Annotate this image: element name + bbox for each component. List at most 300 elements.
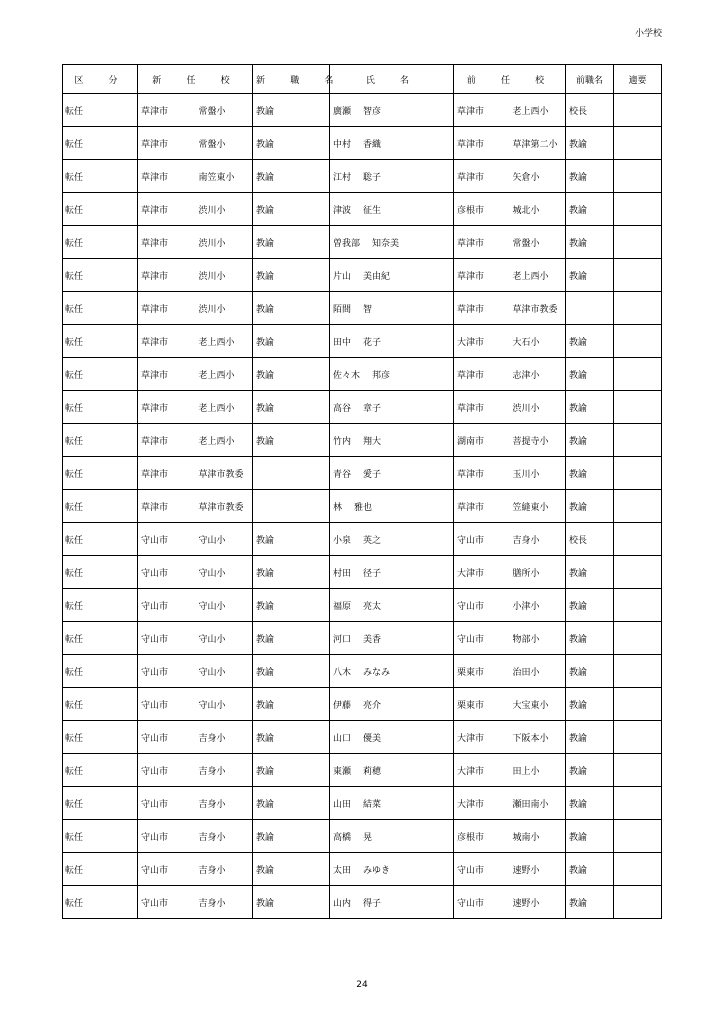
- new-city-cell: 守山市: [138, 655, 196, 688]
- name-cell: [330, 94, 454, 127]
- new-city-cell: 守山市: [138, 787, 196, 820]
- new-city-cell: 草津市: [138, 391, 196, 424]
- remarks-cell: [614, 358, 662, 391]
- surname: 青谷: [333, 469, 352, 480]
- new-city-cell: 草津市: [138, 193, 196, 226]
- surname: 東瀬: [333, 766, 352, 777]
- new-position-cell: 教諭: [253, 259, 330, 292]
- new-city-cell: 草津市: [138, 358, 196, 391]
- remarks-cell: [614, 490, 662, 523]
- name-cell: [330, 589, 454, 622]
- prev-position-cell: 教諭: [566, 160, 614, 193]
- surname: 山田: [333, 799, 352, 810]
- remarks-cell: [614, 391, 662, 424]
- new-city-cell: 守山市: [138, 622, 196, 655]
- prev-school-cell: 城南小: [510, 820, 566, 853]
- new-city-cell: 草津市: [138, 259, 196, 292]
- surname: 太田: [333, 865, 352, 876]
- table-row: [63, 523, 662, 556]
- name-cell: [330, 160, 454, 193]
- kubun-cell: 転任: [63, 886, 138, 919]
- prev-city-cell: 大津市: [454, 787, 510, 820]
- kubun-cell: 転任: [63, 193, 138, 226]
- remarks-cell: [614, 787, 662, 820]
- prev-school-cell: 常盤小: [510, 226, 566, 259]
- given-name: みゆき: [363, 865, 391, 876]
- name-cell: [330, 490, 454, 523]
- remarks-cell: [614, 259, 662, 292]
- header-new-school: 新 任 校: [138, 65, 253, 94]
- prev-city-cell: 大津市: [454, 721, 510, 754]
- table-row: [63, 820, 662, 853]
- prev-school-cell: 矢倉小: [510, 160, 566, 193]
- remarks-cell: [614, 622, 662, 655]
- given-name: 雅也: [354, 502, 373, 513]
- new-position-cell: 教諭: [253, 358, 330, 391]
- new-school-cell: 渋川小: [196, 259, 253, 292]
- new-city-cell: 草津市: [138, 94, 196, 127]
- header-new-position: 新 職 名: [253, 65, 330, 94]
- prev-school-cell: 下阪本小: [510, 721, 566, 754]
- header-remarks: 適要: [614, 65, 662, 94]
- prev-position-cell: 教諭: [566, 193, 614, 226]
- new-school-cell: 渋川小: [196, 226, 253, 259]
- prev-school-cell: 大石小: [510, 325, 566, 358]
- remarks-cell: [614, 94, 662, 127]
- surname: 佐々木: [333, 370, 361, 381]
- table-header-row: [63, 65, 662, 94]
- new-position-cell: 教諭: [253, 391, 330, 424]
- page-category-label: 小学校: [634, 29, 662, 39]
- header-name: 氏 名: [330, 65, 454, 94]
- remarks-cell: [614, 886, 662, 919]
- new-school-cell: 常盤小: [196, 127, 253, 160]
- prev-position-cell: 教諭: [566, 754, 614, 787]
- prev-school-cell: 吉身小: [510, 523, 566, 556]
- table-row: [63, 622, 662, 655]
- new-position-cell: 教諭: [253, 787, 330, 820]
- new-city-cell: 草津市: [138, 127, 196, 160]
- given-name: 章子: [363, 403, 382, 414]
- new-city-cell: 守山市: [138, 886, 196, 919]
- new-position-cell: 教諭: [253, 193, 330, 226]
- name-cell: [330, 193, 454, 226]
- given-name: 径子: [363, 568, 382, 579]
- remarks-cell: [614, 160, 662, 193]
- new-city-cell: 守山市: [138, 589, 196, 622]
- given-name: 邦彦: [372, 370, 391, 381]
- kubun-cell: 転任: [63, 754, 138, 787]
- personnel-transfer-table: [62, 64, 662, 919]
- name-cell: [330, 391, 454, 424]
- new-position-cell: 教諭: [253, 655, 330, 688]
- prev-position-cell: 教諭: [566, 853, 614, 886]
- table-row: [63, 490, 662, 523]
- prev-city-cell: 大津市: [454, 754, 510, 787]
- kubun-cell: 転任: [63, 325, 138, 358]
- prev-school-cell: 速野小: [510, 886, 566, 919]
- given-name: 美香: [363, 634, 382, 645]
- prev-position-cell: 教諭: [566, 886, 614, 919]
- prev-school-cell: 城北小: [510, 193, 566, 226]
- table-row: [63, 160, 662, 193]
- kubun-cell: 転任: [63, 523, 138, 556]
- new-city-cell: 草津市: [138, 490, 196, 523]
- kubun-cell: 転任: [63, 292, 138, 325]
- given-name: 愛子: [363, 469, 382, 480]
- table-row: [63, 886, 662, 919]
- new-city-cell: 守山市: [138, 820, 196, 853]
- kubun-cell: 転任: [63, 622, 138, 655]
- surname: 林: [333, 502, 343, 513]
- surname: 山内: [333, 898, 352, 909]
- surname: 津波: [333, 205, 352, 216]
- prev-city-cell: 守山市: [454, 622, 510, 655]
- name-cell: [330, 358, 454, 391]
- surname: 八木: [333, 667, 352, 678]
- prev-city-cell: 草津市: [454, 457, 510, 490]
- prev-school-cell: 老上西小: [510, 94, 566, 127]
- new-school-cell: 吉身小: [196, 721, 253, 754]
- given-name: 智: [363, 304, 373, 315]
- remarks-cell: [614, 754, 662, 787]
- prev-city-cell: 草津市: [454, 94, 510, 127]
- prev-city-cell: 草津市: [454, 226, 510, 259]
- given-name: みなみ: [363, 667, 391, 678]
- new-school-cell: 草津市教委: [196, 457, 253, 490]
- prev-school-cell: 大宝東小: [510, 688, 566, 721]
- table-row: [63, 721, 662, 754]
- new-city-cell: 草津市: [138, 457, 196, 490]
- new-position-cell: 教諭: [253, 127, 330, 160]
- prev-position-cell: 教諭: [566, 556, 614, 589]
- prev-position-cell: 教諭: [566, 589, 614, 622]
- new-position-cell: 教諭: [253, 160, 330, 193]
- new-city-cell: 守山市: [138, 754, 196, 787]
- given-name: 香織: [363, 139, 382, 150]
- new-school-cell: 老上西小: [196, 424, 253, 457]
- given-name: 美由紀: [363, 271, 391, 282]
- kubun-cell: 転任: [63, 94, 138, 127]
- new-school-cell: 老上西小: [196, 325, 253, 358]
- new-school-cell: 老上西小: [196, 391, 253, 424]
- new-school-cell: 守山小: [196, 556, 253, 589]
- prev-position-cell: 教諭: [566, 127, 614, 160]
- prev-position-cell: 教諭: [566, 622, 614, 655]
- new-position-cell: [253, 457, 330, 490]
- header-prev-position: 前職名: [566, 65, 614, 94]
- new-position-cell: 教諭: [253, 688, 330, 721]
- given-name: 得子: [363, 898, 382, 909]
- table-row: [63, 556, 662, 589]
- surname: 小泉: [333, 535, 352, 546]
- table-body: [63, 94, 662, 919]
- new-position-cell: 教諭: [253, 820, 330, 853]
- prev-position-cell: 教諭: [566, 820, 614, 853]
- new-school-cell: 吉身小: [196, 853, 253, 886]
- kubun-cell: 転任: [63, 556, 138, 589]
- prev-city-cell: 守山市: [454, 886, 510, 919]
- new-city-cell: 草津市: [138, 325, 196, 358]
- name-cell: [330, 787, 454, 820]
- name-cell: [330, 457, 454, 490]
- prev-position-cell: 教諭: [566, 424, 614, 457]
- prev-city-cell: 草津市: [454, 358, 510, 391]
- prev-position-cell: 教諭: [566, 688, 614, 721]
- new-school-cell: 渋川小: [196, 193, 253, 226]
- prev-school-cell: 志津小: [510, 358, 566, 391]
- new-position-cell: 教諭: [253, 754, 330, 787]
- table-row: [63, 391, 662, 424]
- surname: 村田: [333, 568, 352, 579]
- kubun-cell: 転任: [63, 820, 138, 853]
- prev-city-cell: 草津市: [454, 292, 510, 325]
- prev-school-cell: 菩提寺小: [510, 424, 566, 457]
- surname: 片山: [333, 271, 352, 282]
- prev-city-cell: 守山市: [454, 853, 510, 886]
- new-school-cell: 守山小: [196, 655, 253, 688]
- prev-school-cell: 小津小: [510, 589, 566, 622]
- name-cell: [330, 325, 454, 358]
- remarks-cell: [614, 193, 662, 226]
- kubun-cell: 転任: [63, 424, 138, 457]
- prev-school-cell: 笠縫東小: [510, 490, 566, 523]
- new-school-cell: 草津市教委: [196, 490, 253, 523]
- remarks-cell: [614, 424, 662, 457]
- new-position-cell: 教諭: [253, 853, 330, 886]
- given-name: 莉穂: [363, 766, 382, 777]
- prev-position-cell: 教諭: [566, 490, 614, 523]
- name-cell: [330, 721, 454, 754]
- table-row: [63, 787, 662, 820]
- prev-position-cell: 教諭: [566, 457, 614, 490]
- surname: 高谷: [333, 403, 352, 414]
- surname: 陌間: [333, 304, 352, 315]
- table-row: [63, 754, 662, 787]
- new-school-cell: 守山小: [196, 589, 253, 622]
- new-city-cell: 守山市: [138, 556, 196, 589]
- table-row: [63, 655, 662, 688]
- prev-city-cell: 大津市: [454, 556, 510, 589]
- header-kubun: 区 分: [63, 65, 138, 94]
- prev-position-cell: 教諭: [566, 358, 614, 391]
- prev-city-cell: 栗東市: [454, 655, 510, 688]
- table-row: [63, 358, 662, 391]
- new-position-cell: 教諭: [253, 622, 330, 655]
- given-name: 結菜: [363, 799, 382, 810]
- new-school-cell: 常盤小: [196, 94, 253, 127]
- table-row: [63, 688, 662, 721]
- given-name: 聡子: [363, 172, 382, 183]
- remarks-cell: [614, 556, 662, 589]
- prev-position-cell: 教諭: [566, 655, 614, 688]
- prev-position-cell: 教諭: [566, 259, 614, 292]
- given-name: 亮太: [363, 601, 382, 612]
- kubun-cell: 転任: [63, 226, 138, 259]
- new-school-cell: 吉身小: [196, 886, 253, 919]
- new-school-cell: 老上西小: [196, 358, 253, 391]
- remarks-cell: [614, 853, 662, 886]
- new-position-cell: 教諭: [253, 523, 330, 556]
- remarks-cell: [614, 721, 662, 754]
- prev-city-cell: 彦根市: [454, 193, 510, 226]
- prev-school-cell: 玉川小: [510, 457, 566, 490]
- new-position-cell: 教諭: [253, 589, 330, 622]
- remarks-cell: [614, 292, 662, 325]
- prev-school-cell: 膳所小: [510, 556, 566, 589]
- given-name: 知奈美: [372, 238, 400, 249]
- prev-school-cell: 渋川小: [510, 391, 566, 424]
- new-city-cell: 草津市: [138, 292, 196, 325]
- new-school-cell: 守山小: [196, 622, 253, 655]
- prev-city-cell: 草津市: [454, 490, 510, 523]
- new-school-cell: 守山小: [196, 688, 253, 721]
- kubun-cell: 転任: [63, 358, 138, 391]
- surname: 伊藤: [333, 700, 352, 711]
- name-cell: [330, 556, 454, 589]
- given-name: 智彦: [363, 106, 382, 117]
- name-cell: [330, 820, 454, 853]
- new-city-cell: 草津市: [138, 160, 196, 193]
- table-row: [63, 259, 662, 292]
- prev-city-cell: 草津市: [454, 391, 510, 424]
- given-name: 亮介: [363, 700, 382, 711]
- remarks-cell: [614, 820, 662, 853]
- kubun-cell: 転任: [63, 391, 138, 424]
- new-school-cell: 渋川小: [196, 292, 253, 325]
- prev-school-cell: 老上西小: [510, 259, 566, 292]
- kubun-cell: 転任: [63, 490, 138, 523]
- remarks-cell: [614, 589, 662, 622]
- kubun-cell: 転任: [63, 127, 138, 160]
- prev-school-cell: 草津第二小: [510, 127, 566, 160]
- surname: 廣瀬: [333, 106, 352, 117]
- prev-city-cell: 草津市: [454, 127, 510, 160]
- new-position-cell: 教諭: [253, 556, 330, 589]
- prev-position-cell: 校長: [566, 523, 614, 556]
- name-cell: [330, 754, 454, 787]
- new-school-cell: 吉身小: [196, 820, 253, 853]
- kubun-cell: 転任: [63, 688, 138, 721]
- prev-position-cell: 教諭: [566, 721, 614, 754]
- prev-position-cell: 教諭: [566, 226, 614, 259]
- name-cell: [330, 886, 454, 919]
- new-position-cell: 教諭: [253, 94, 330, 127]
- prev-school-cell: 治田小: [510, 655, 566, 688]
- given-name: 晃: [363, 832, 373, 843]
- surname: 曽我部: [333, 238, 361, 249]
- table-row: [63, 325, 662, 358]
- new-position-cell: 教諭: [253, 424, 330, 457]
- table-row: [63, 193, 662, 226]
- name-cell: [330, 292, 454, 325]
- surname: 中村: [333, 139, 352, 150]
- new-city-cell: 守山市: [138, 721, 196, 754]
- prev-city-cell: 大津市: [454, 325, 510, 358]
- prev-position-cell: 教諭: [566, 325, 614, 358]
- remarks-cell: [614, 226, 662, 259]
- name-cell: [330, 259, 454, 292]
- prev-position-cell: 教諭: [566, 787, 614, 820]
- kubun-cell: 転任: [63, 160, 138, 193]
- prev-city-cell: 湖南市: [454, 424, 510, 457]
- prev-city-cell: 守山市: [454, 589, 510, 622]
- kubun-cell: 転任: [63, 589, 138, 622]
- name-cell: [330, 688, 454, 721]
- surname: 田中: [333, 337, 352, 348]
- prev-school-cell: 草津市教委: [510, 292, 566, 325]
- prev-school-cell: 速野小: [510, 853, 566, 886]
- prev-school-cell: 瀬田南小: [510, 787, 566, 820]
- prev-city-cell: 草津市: [454, 160, 510, 193]
- new-city-cell: 守山市: [138, 523, 196, 556]
- name-cell: [330, 424, 454, 457]
- kubun-cell: 転任: [63, 787, 138, 820]
- remarks-cell: [614, 127, 662, 160]
- new-position-cell: 教諭: [253, 226, 330, 259]
- table-row: [63, 94, 662, 127]
- remarks-cell: [614, 688, 662, 721]
- prev-position-cell: [566, 292, 614, 325]
- given-name: 征生: [363, 205, 382, 216]
- name-cell: [330, 655, 454, 688]
- prev-position-cell: 校長: [566, 94, 614, 127]
- prev-position-cell: 教諭: [566, 391, 614, 424]
- name-cell: [330, 523, 454, 556]
- prev-city-cell: 草津市: [454, 259, 510, 292]
- given-name: 優美: [363, 733, 382, 744]
- kubun-cell: 転任: [63, 655, 138, 688]
- surname: 江村: [333, 172, 352, 183]
- kubun-cell: 転任: [63, 853, 138, 886]
- table-row: [63, 457, 662, 490]
- table-row: [63, 424, 662, 457]
- surname: 河口: [333, 634, 352, 645]
- table-row: [63, 127, 662, 160]
- table-row: [63, 226, 662, 259]
- kubun-cell: 転任: [63, 721, 138, 754]
- surname: 高橋: [333, 832, 352, 843]
- prev-city-cell: 彦根市: [454, 820, 510, 853]
- given-name: 翔大: [363, 436, 382, 447]
- name-cell: [330, 226, 454, 259]
- new-city-cell: 草津市: [138, 226, 196, 259]
- new-school-cell: 吉身小: [196, 787, 253, 820]
- surname: 竹内: [333, 436, 352, 447]
- new-city-cell: 草津市: [138, 424, 196, 457]
- name-cell: [330, 853, 454, 886]
- new-school-cell: 吉身小: [196, 754, 253, 787]
- name-cell: [330, 622, 454, 655]
- given-name: 花子: [363, 337, 382, 348]
- new-school-cell: 南笠東小: [196, 160, 253, 193]
- new-position-cell: [253, 490, 330, 523]
- new-position-cell: 教諭: [253, 325, 330, 358]
- remarks-cell: [614, 655, 662, 688]
- new-city-cell: 守山市: [138, 688, 196, 721]
- remarks-cell: [614, 457, 662, 490]
- new-city-cell: 守山市: [138, 853, 196, 886]
- new-school-cell: 守山小: [196, 523, 253, 556]
- new-position-cell: 教諭: [253, 721, 330, 754]
- new-position-cell: 教諭: [253, 292, 330, 325]
- table-row: [63, 589, 662, 622]
- new-position-cell: 教諭: [253, 886, 330, 919]
- kubun-cell: 転任: [63, 259, 138, 292]
- prev-school-cell: 物部小: [510, 622, 566, 655]
- kubun-cell: 転任: [63, 457, 138, 490]
- surname: 福原: [333, 601, 352, 612]
